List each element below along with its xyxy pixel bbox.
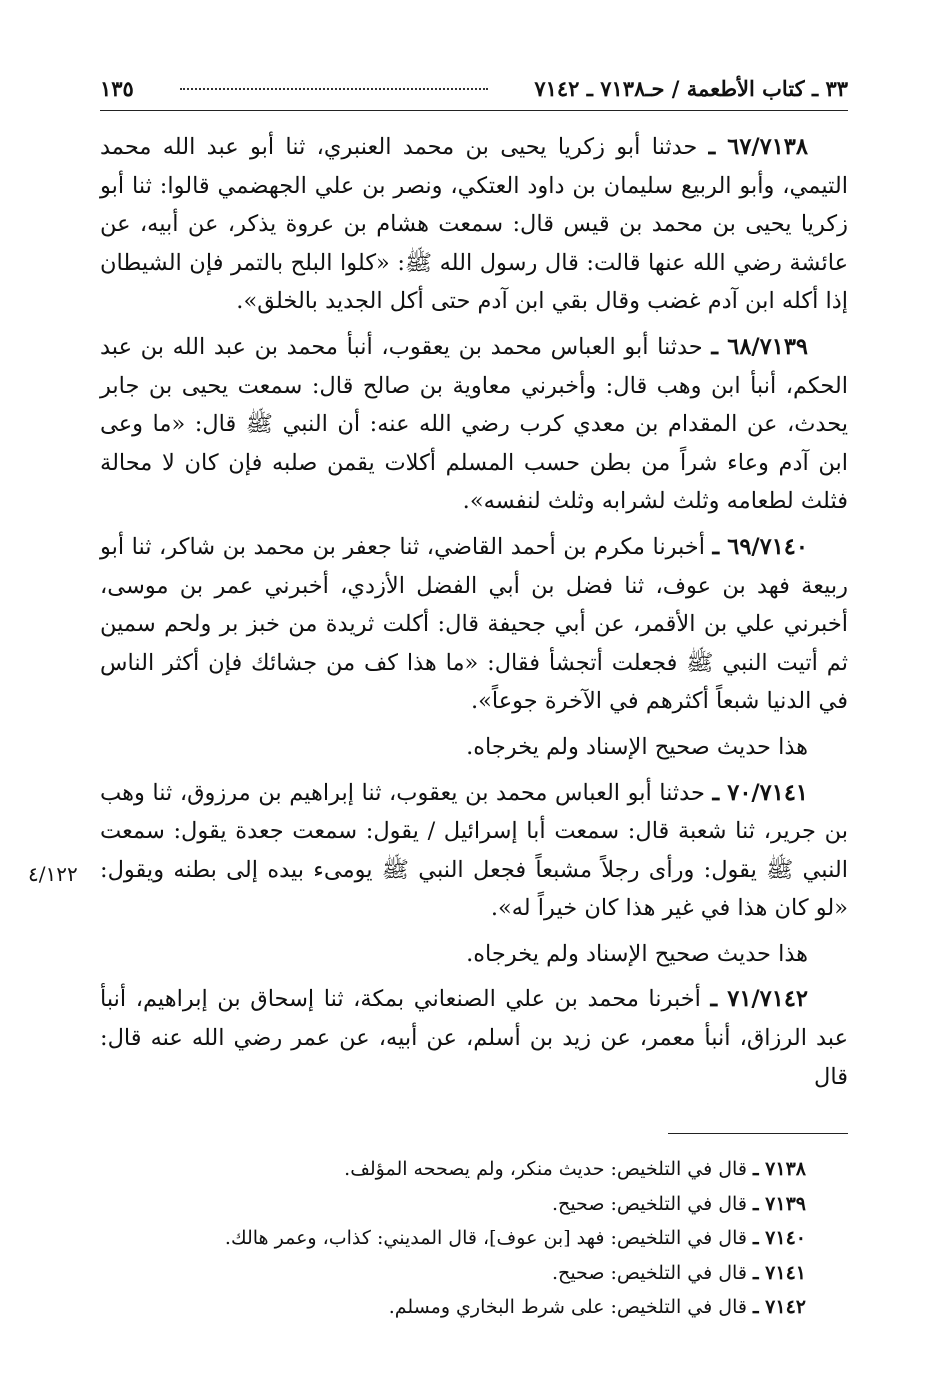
footnote-text: قال في التلخيص: صحيح.: [552, 1192, 753, 1215]
footnote-text: قال في التلخيص: فهد [بن عوف]، قال المديني: كذاب، وعمر هالك.: [224, 1227, 753, 1249]
hadith-text: حدثنا أبو زكريا يحيى بن محمد العنبري، ثنا أبو عبد الله محمد التيمي، وأبو الربيع سليمان بن داود العتكي، ونصر بن علي الجهضمي قالوا: ثنا أبو زكريا يحيى بن محمد بن قيس قال: سمعت هشام بن عروة يذكر، عن أبيه، عن عائشة رضي الله عنها قالت: قال رسول الله ﷺ: «كلوا البلح بالتمر فإن الشيطان إذا أكله ابن آدم غضب وقال بقي ابن آدم حتى أكل الجديد بالخلق».: [100, 134, 848, 315]
footnote-text: قال في التلخيص: حديث منكر، ولم يصححه المؤلف.: [344, 1158, 753, 1180]
footnote-text: قال في التلخيص: على شرط البخاري ومسلم.: [388, 1296, 753, 1318]
footnote-number: ٧١٣٩ ـ: [752, 1192, 806, 1215]
hadith-paragraph: [100, 980, 848, 1096]
running-header: [100, 70, 848, 111]
footnotes: [100, 1152, 848, 1325]
footnote-number: ٧١٣٨ ـ: [752, 1158, 806, 1180]
hadith-number: ٦٩/٧١٤٠ ـ: [712, 533, 808, 560]
footnote-separator: [668, 1133, 848, 1134]
footnote: [100, 1152, 848, 1187]
footnote-number: ٧١٤١ ـ: [752, 1261, 806, 1284]
hadith-text: حدثنا أبو العباس محمد بن يعقوب، ثنا إبراهيم بن مرزوق، ثنا وهب بن جرير، ثنا شعبة قال: سمعت أبا إسرائيل / يقول: سمعت جعدة يقول: سمعت النبي ﷺ يقول: ورأى رجلاً مشبعاً فجعل النبي ﷺ يومىء بيده إلى بطنه ويقول: «لو كان هذا في غير هذا كان خيراً له».: [100, 779, 848, 922]
grading-note: هذا حديث صحيح الإسناد ولم يخرجاه.: [466, 733, 808, 760]
hadith-paragraph: [100, 128, 848, 321]
hadith-number: ٧١/٧١٤٢ ـ: [710, 986, 808, 1013]
hadith-text: أخبرنا محمد بن علي الصنعاني بمكة، ثنا إسحاق بن إبراهيم، أنبأ عبد الرزاق، أنبأ معمر، عن زيد بن أسلم، عن أبيه، عن عمر رضي الله عنه قال: قال: [100, 986, 848, 1090]
footnote-number: ٧١٤٠ ـ: [752, 1227, 806, 1249]
main-text: [100, 128, 848, 1103]
hadith-paragraph: [100, 328, 848, 521]
header-leader-dots: [180, 88, 488, 90]
hadith-paragraph: [100, 528, 848, 721]
footnote: [100, 1290, 848, 1325]
hadith-number: ٧٠/٧١٤١ ـ: [712, 779, 808, 806]
footnote: [100, 1221, 848, 1256]
hadith-text: حدثنا أبو العباس محمد بن يعقوب، أنبأ محمد بن عبد الله بن عبد الحكم، أنبأ ابن وهب قال: وأخبرني معاوية بن صالح قال: سمعت يحيى بن جابر يحدث، عن المقدام بن معدي كرب رضي الله عنه: أن النبي ﷺ قال: «ما وعى ابن آدم وعاء شراً من بطن حسب المسلم أكلات يقمن صلبه فإن كان لا محالة فثلث لطعامه وثلث لشرابه وثلث لنفسه».: [100, 333, 848, 515]
footnote-text: قال في التلخيص: صحيح.: [552, 1261, 753, 1284]
hadith-number: ٦٧/٧١٣٨ ـ: [708, 134, 808, 160]
footnote-number: ٧١٤٢ ـ: [752, 1296, 806, 1318]
hadith-text: أخبرنا مكرم بن أحمد القاضي، ثنا جعفر بن محمد بن شاكر، ثنا أبو ربيعة فهد بن عوف، ثنا فضل بن أبي الفضل الأزدي، أخبرني عمر بن موسى، أخبرني علي بن الأقمر، عن أبي جحيفة قال: أكلت ثريدة من خبز بر ولحم سمين ثم أتيت النبي ﷺ فجعلت أتجشأ فقال: «ما هذا كف من جشائك فإن أكثر الناس في الدنيا شبعاً أكثرهم في الآخرة جوعاً».: [100, 533, 848, 715]
footnote: [100, 1187, 848, 1222]
margin-volume-page-ref: ٤/١٢٢: [28, 862, 78, 886]
footnote: [100, 1256, 848, 1291]
hadith-paragraph: [100, 774, 848, 928]
hadith-number: ٦٨/٧١٣٩ ـ: [711, 333, 808, 360]
grading-note: هذا حديث صحيح الإسناد ولم يخرجاه.: [466, 940, 808, 967]
header-title: ٣٣ ـ كتاب الأطعمة / حـ٧١٣٨ ـ ٧١٤٢: [534, 76, 848, 101]
page-number: ١٣٥: [100, 76, 134, 101]
